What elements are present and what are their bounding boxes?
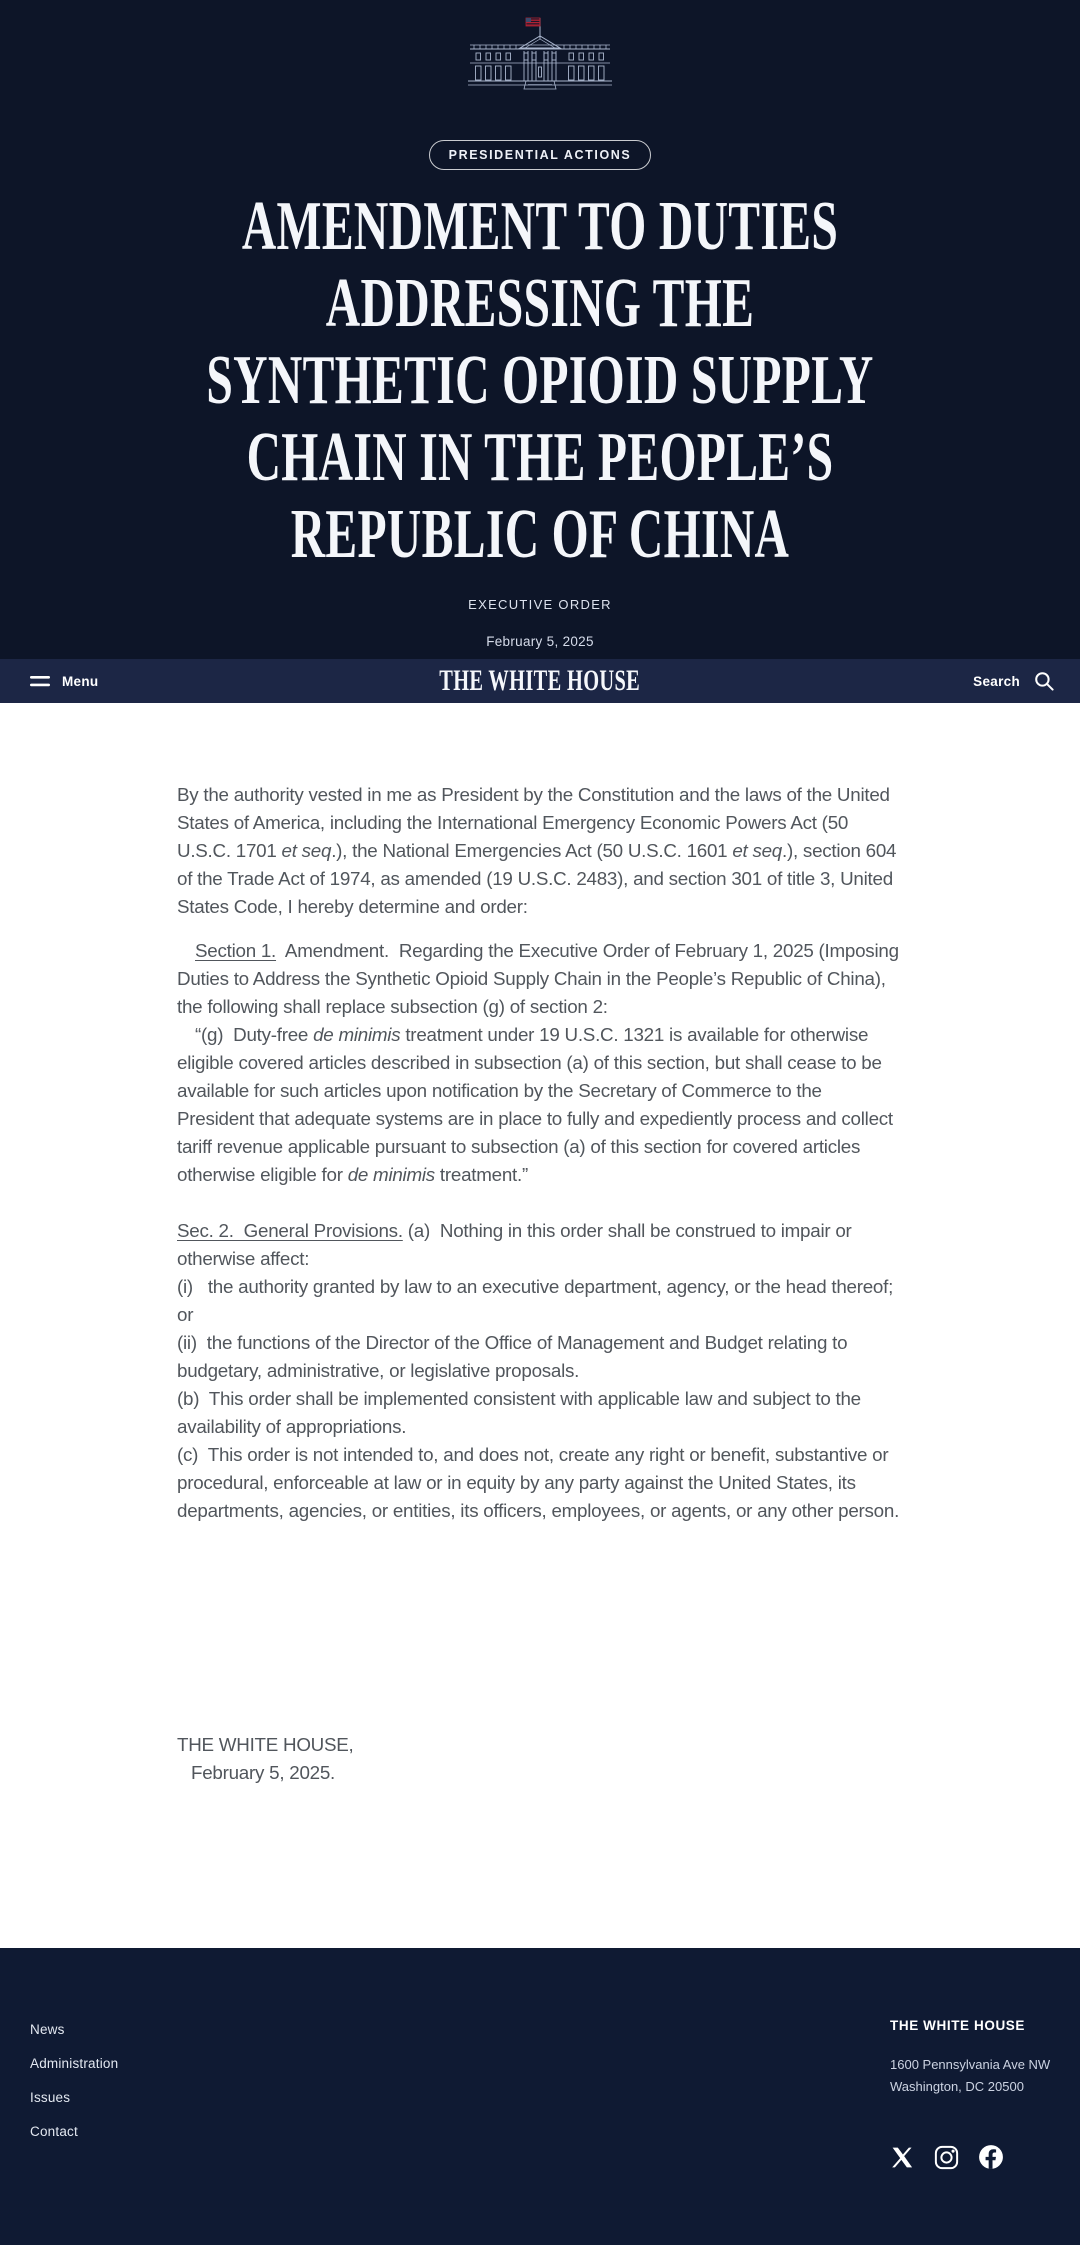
footer-links (30, 2022, 118, 2158)
whitehouse-logo-icon (462, 15, 618, 91)
main-navbar (0, 659, 1080, 703)
italic-de-minimis: de minimis (313, 1024, 401, 1045)
signature-date: February 5, 2025. (191, 1762, 336, 1783)
whitehouse-wordmark[interactable]: THE WHITE HOUSE (439, 664, 641, 697)
text-segment: (a) Nothing in this order shall be construed to impair or otherwise affect: (177, 1220, 852, 1269)
footer-link-contact[interactable]: Contact (30, 2124, 78, 2139)
text-segment: treatment under 19 U.S.C. 1321 is available for otherwise eligible covered articles described in subsection (a) of this section, but shall cease to be available for such articles upon notification by the Secretary of Commerce to the President that adequate systems are in place to fully and expediently process and collect tariff revenue applicable pursuant to subsection (a) of this section for covered articles otherwise eligible for (177, 1024, 893, 1185)
title-line: AMENDMENT TO DUTIES (241, 188, 839, 265)
text-segment: Amendment. Regarding the Executive Order of February 1, 2025 (Imposing Duties to Address the Synthetic Opioid Supply Chain in the People’s Republic of China), the following shall replace subsection (g) of section 2: (177, 940, 899, 1017)
facebook-icon[interactable] (978, 2144, 1004, 2170)
title-line: ADDRESSING THE (325, 265, 755, 342)
section-2-line-ii: (ii) the functions of the Director of the Office of Management and Budget relating to budgetary, administrative, or legislative proposals. (177, 1332, 848, 1381)
search-icon (1034, 671, 1054, 691)
paragraph-section-1 (177, 937, 903, 1021)
presidential-actions-badge[interactable]: PRESIDENTIAL ACTIONS (429, 140, 652, 170)
footer-link-administration[interactable]: Administration (30, 2056, 119, 2071)
search-label: Search (973, 673, 1020, 689)
paragraph-subsection-c: (c) This order is not intended to, and does not, create any right or benefit, substantive or procedural, enforceable at law or in equity by any party against the United States, its departments, agencies, or entities, its officers, employees, or agents, or any other person. (177, 1444, 900, 1521)
search-button[interactable] (973, 659, 1054, 703)
italic-et-seq: et seq (281, 840, 332, 861)
menu-button[interactable] (30, 659, 98, 703)
x-icon[interactable] (890, 2145, 915, 2170)
document-type-label: EXECUTIVE ORDER (468, 597, 612, 612)
footer-org-name: THE WHITE HOUSE (890, 2018, 1026, 2033)
footer-social-icons (890, 2144, 1064, 2170)
page-title (0, 188, 1080, 573)
section-1-heading: Section 1. (195, 940, 277, 961)
executive-order-body (0, 703, 1080, 1948)
footer-address-line2: Washington, DC 20500 (890, 2079, 1024, 2094)
italic-et-seq: et seq (732, 840, 783, 861)
paragraph-authority (177, 781, 903, 921)
section-2-heading: Sec. 2. General Provisions. (177, 1220, 403, 1241)
footer-address (890, 2054, 1064, 2098)
text-segment: .), the National Emergencies Act (50 U.S.C. 1601 (331, 840, 733, 861)
title-line: SYNTHETIC OPIOID SUPPLY (206, 342, 874, 419)
title-line: CHAIN IN THE PEOPLE’S (246, 419, 834, 496)
text-segment: By the authority vested in me as President by the Constitution and the laws of the United States of America, including the International Emergency Economic Powers Act (50 U.S.C. 1701 (177, 784, 890, 861)
footer-address-block (890, 2018, 1064, 2170)
section-2-line-i: (i) the authority granted by law to an executive department, agency, or the head thereof; or (177, 1276, 894, 1325)
section-2-line-a (177, 1217, 903, 1273)
menu-label: Menu (62, 673, 99, 689)
text-segment: treatment.” (434, 1164, 528, 1185)
signature-place: THE WHITE HOUSE, (177, 1734, 354, 1755)
instagram-icon[interactable] (934, 2145, 959, 2170)
site-footer (0, 1948, 1080, 2245)
italic-de-minimis: de minimis (347, 1164, 435, 1185)
hamburger-icon (30, 676, 50, 687)
text-segment: “(g) Duty-free (195, 1024, 314, 1045)
footer-link-issues[interactable]: Issues (30, 2090, 71, 2105)
text-segment: .), section 604 of the Trade Act of 1974, as amended (19 U.S.C. 2483), and section 301 of title 3, United States Code, I hereby determine and order: (177, 840, 897, 917)
paragraph-subsection-g (177, 1021, 903, 1189)
footer-link-news[interactable]: News (30, 2022, 65, 2037)
paragraph-section-2 (177, 1217, 903, 1441)
section-2-line-b: (b) This order shall be implemented consistent with applicable law and subject to the availability of appropriations. (177, 1388, 861, 1437)
hero-header (0, 0, 1080, 659)
signature-block (177, 1731, 903, 1787)
footer-address-line1: 1600 Pennsylvania Ave NW (890, 2057, 1051, 2072)
document-date: February 5, 2025 (486, 634, 594, 649)
title-line: REPUBLIC OF CHINA (290, 496, 790, 573)
